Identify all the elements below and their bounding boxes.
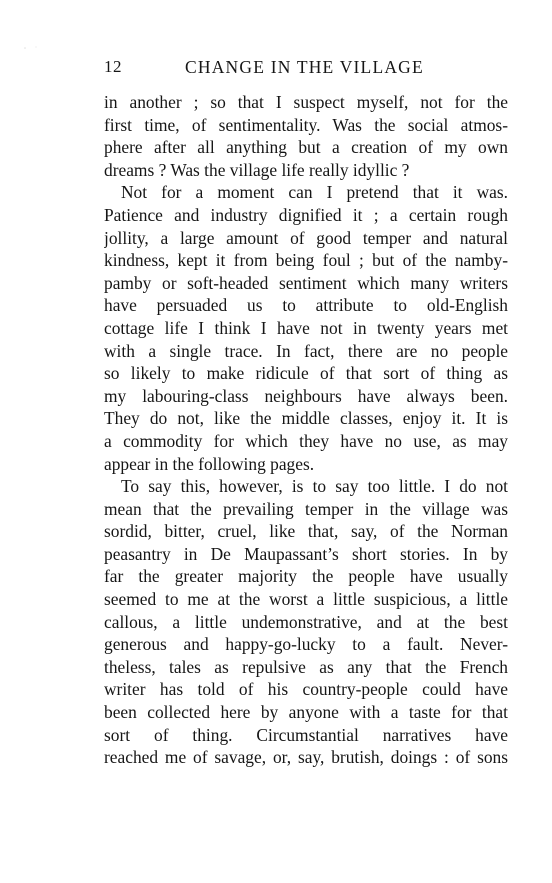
text-line: first time, of sentimentality. Was the social atmos-	[104, 114, 508, 135]
text-line: have persuaded us to attribute to old-English	[104, 295, 508, 316]
text-line: peasantry in De Maupassant’s short stories. In by	[104, 543, 508, 564]
text-line: Patience and industry dignified it ; a certain rough	[104, 204, 508, 225]
page-number: 12	[104, 57, 122, 76]
running-header	[104, 57, 508, 81]
text-line: To say this, however, is to say too little. I do not	[121, 476, 508, 497]
text-line: so likely to make ridicule of that sort of thing as	[104, 363, 508, 384]
text-line: in another ; so that I suspect myself, not for the	[104, 92, 508, 112]
text-line: cottage life I think I have not in twenty years met	[104, 317, 508, 338]
text-line: writer has told of his country-people could have	[104, 679, 508, 700]
text-line: generous and happy-go-lucky to a fault. Never-	[104, 634, 508, 655]
text-line: They do not, like the middle classes, enjoy it. It is	[104, 408, 508, 429]
text-line: pamby or soft-headed sentiment which many writers	[104, 272, 508, 293]
text-line: dreams ? Was the village life really idyllic ?	[104, 159, 410, 180]
text-line: theless, tales as repulsive as any that the French	[104, 656, 508, 677]
paper-speck	[22, 44, 40, 52]
text-line: my labouring-class neighbours have always been.	[104, 385, 508, 406]
text-line: Not for a moment can I pretend that it was.	[121, 182, 508, 203]
text-line: a commodity for which they have no use, as may	[104, 430, 508, 451]
text-line: kindness, kept it from being foul ; but of the namby-	[104, 250, 508, 271]
text-line: sordid, bitter, cruel, like that, say, of the Norman	[104, 521, 508, 542]
text-line: jollity, a large amount of good temper and natural	[104, 227, 508, 248]
text-line: callous, a little undemonstrative, and at the best	[104, 611, 508, 632]
text-line: mean that the prevailing temper in the village was	[104, 498, 508, 519]
text-line: been collected here by anyone with a taste for that	[104, 702, 508, 723]
text-line: reached me of savage, or, say, brutish, doings : of sons	[104, 747, 508, 768]
text-line: seemed to me at the worst a little suspicious, a little	[104, 589, 508, 610]
body-text	[104, 91, 508, 769]
text-line: with a single trace. In fact, there are no people	[104, 340, 508, 361]
running-title: CHANGE IN THE VILLAGE	[185, 57, 424, 77]
text-line: far the greater majority the people have usually	[104, 566, 508, 587]
text-line: sort of thing. Circumstantial narratives have	[104, 724, 508, 745]
text-line: appear in the following pages.	[104, 453, 315, 474]
text-line: phere after all anything but a creation of my own	[104, 137, 508, 158]
